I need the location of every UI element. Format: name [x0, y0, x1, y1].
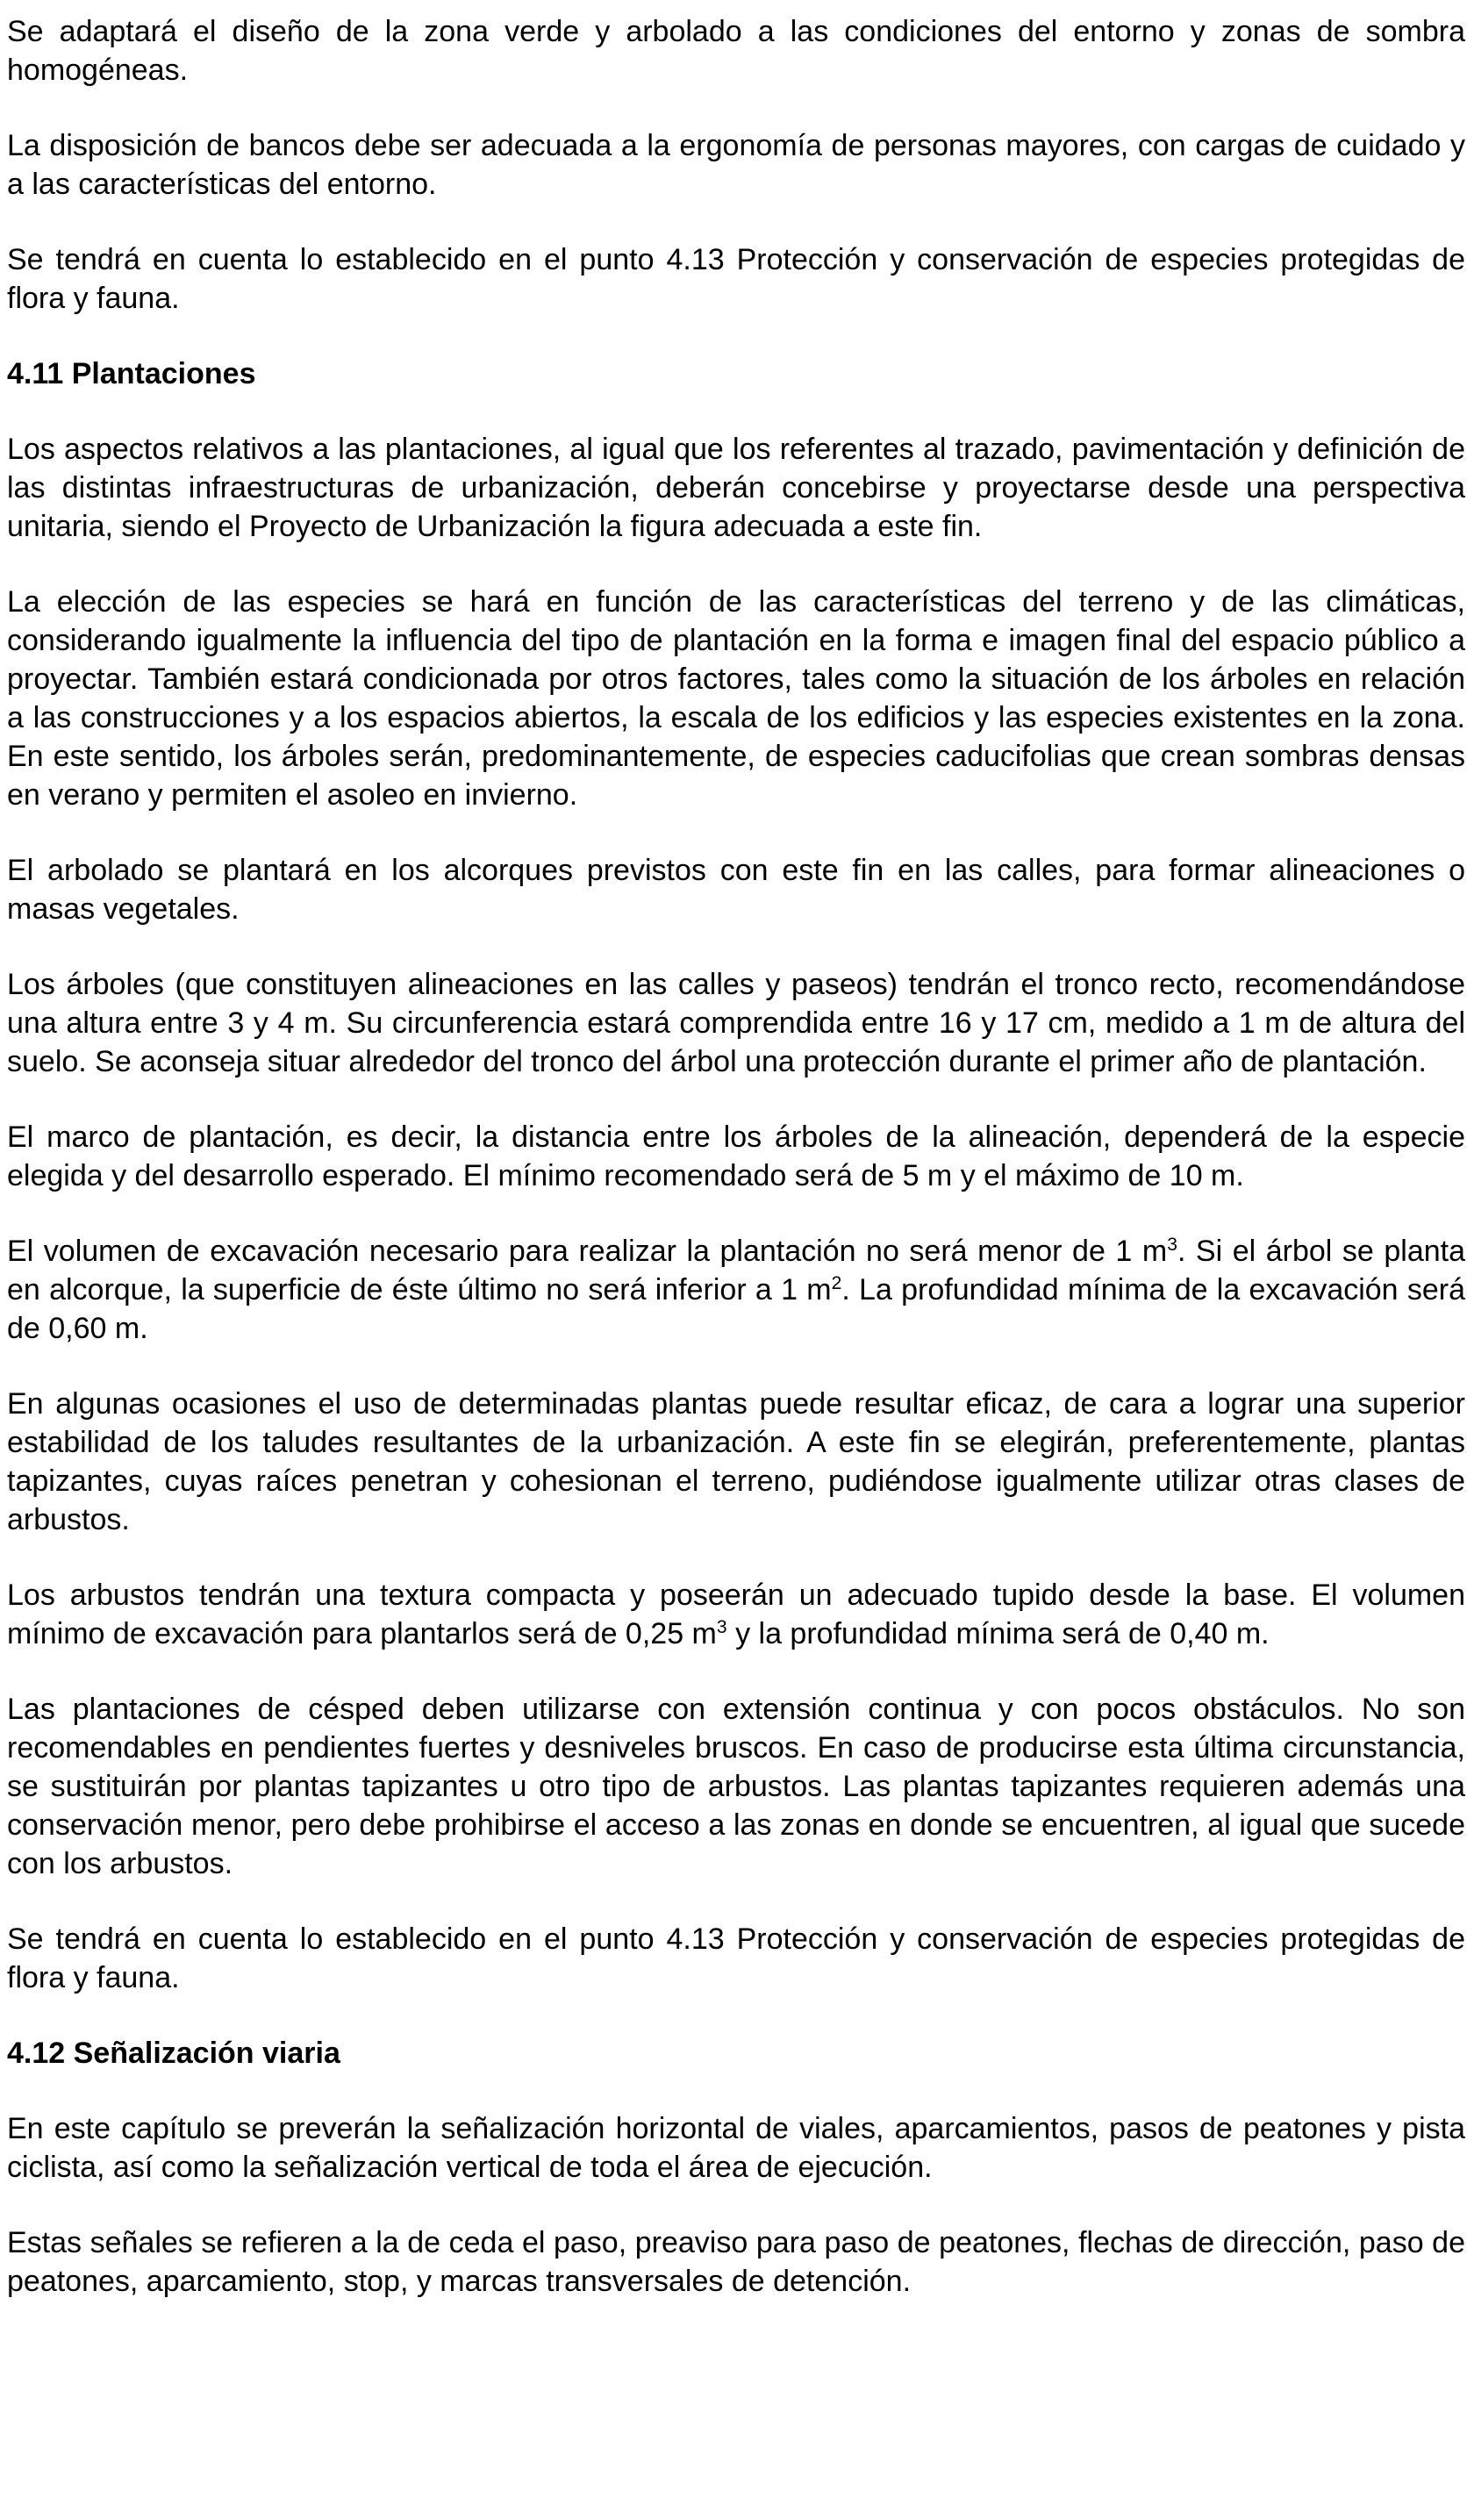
heading-4-12-senalizacion-viaria: 4.12 Señalización viaria — [7, 2037, 340, 2070]
superscript-exponent: 3 — [1167, 1235, 1177, 1256]
paragraph-arbolado-alcorques: El arbolado se plantará en los alcorques previstos con este fin en las calles, para formar alineaciones o masas vegetales. — [7, 854, 1465, 926]
paragraph-plantas-taludes: En algunas ocasiones el uso de determinadas plantas puede resultar eficaz, de cara a lograr una superior estabilidad de los taludes resultantes de la urbanización. A este fin se elegirán, preferentemente, plantas tapizantes, cuyas raíces penetran y cohesionan el terreno, pudiéndose igualmente utilizar otras clases de arbustos. — [7, 1387, 1465, 1536]
paragraph-senalizacion-horizontal-vertical: En este capítulo se preverán la señalización horizontal de viales, aparcamientos, pasos de peatones y pista ciclista, así como la señalización vertical de toda el área de ejecución. — [7, 2112, 1465, 2184]
paragraph-remision-punto-4-13-b: Se tendrá en cuenta lo establecido en el punto 4.13 Protección y conservación de especies protegidas de flora y fauna. — [7, 1922, 1465, 1994]
paragraph-adaptacion-zona-verde: Se adaptará el diseño de la zona verde y arbolado a las condiciones del entorno y zonas de sombra homogéneas. — [7, 15, 1465, 87]
paragraph-arboles-alineaciones: Los árboles (que constituyen alineaciones en las calles y paseos) tendrán el tronco recto, recomendándose una altura entre 3 y 4 m. Su circunferencia estará comprendida entre 16 y 17 cm, medido a 1 m de altura del suelo. Se aconseja situar alrededor del tronco del árbol una protección durante el primer año de plantación. — [7, 968, 1465, 1078]
paragraph-volumen-excavacion: El volumen de excavación necesario para realizar la plantación no será menor de 1 $m^3$. Si el árbol se planta en alcorque, la superficie de éste último no será inferior a 1 $m^2$. La profundidad mínima de la excavación será de 0,60 m. — [7, 1235, 1465, 1345]
paragraph-marco-plantacion: El marco de plantación, es decir, la distancia entre los árboles de la alineación, dependerá de la especie elegida y del desarrollo esperado. El mínimo recomendado será de 5 m y el máximo de 10 m. — [7, 1120, 1465, 1192]
paragraph-aspectos-plantaciones: Los aspectos relativos a las plantaciones, al igual que los referentes al trazado, pavimentación y definición de las distintas infraestructuras de urbanización, deberán concebirse y proyectarse desde una perspectiva unitaria, siendo el Proyecto de Urbanización la figura adecuada a este fin. — [7, 433, 1465, 543]
heading-4-11-plantaciones: 4.11 Plantaciones — [7, 357, 256, 390]
paragraph-remision-punto-4-13-a: Se tendrá en cuenta lo establecido en el punto 4.13 Protección y conservación de especies protegidas de flora y fauna. — [7, 243, 1465, 315]
paragraph-tipos-de-senales: Estas señales se refieren a la de ceda el paso, preaviso para paso de peatones, flechas de dirección, paso de peatones, aparcamiento, stop, y marcas transversales de detención. — [7, 2226, 1465, 2298]
superscript-exponent: 2 — [831, 1273, 842, 1294]
paragraph-disposicion-bancos: La disposición de bancos debe ser adecuada a la ergonomía de personas mayores, con cargas de cuidado y a las características del entorno. — [7, 129, 1465, 201]
paragraph-eleccion-especies: La elección de las especies se hará en función de las características del terreno y de las climáticas, considerando igualmente la influencia del tipo de plantación en la forma e imagen final del espacio público a proyectar. También estará condicionada por otros factores, tales como la situación de los árboles en relación a las construcciones y a los espacios abiertos, la escala de los edificios y las especies existentes en la zona. En este sentido, los árboles serán, predominantemente, de especies caducifolias que crean sombras densas en verano y permiten el asoleo en invierno. — [7, 585, 1465, 812]
superscript-exponent: 3 — [716, 1617, 727, 1638]
paragraph-arbustos-textura: Los arbustos tendrán una textura compacta y poseerán un adecuado tupido desde la base. El volumen mínimo de excavación para plantarlos será de 0,25 $m^3$ y la profundidad mínima será de 0,40 m. — [7, 1579, 1465, 1650]
paragraph-plantaciones-cesped: Las plantaciones de césped deben utilizarse con extensión continua y con pocos obstáculos. No son recomendables en pendientes fuertes y desniveles bruscos. En caso de producirse esta última circunstancia, se sustituirán por plantas tapizantes u otro tipo de arbustos. Las plantas tapizantes requieren además una conservación menor, pero debe prohibirse el acceso a las zonas en donde se encuentren, al igual que sucede con los arbustos. — [7, 1693, 1465, 1880]
